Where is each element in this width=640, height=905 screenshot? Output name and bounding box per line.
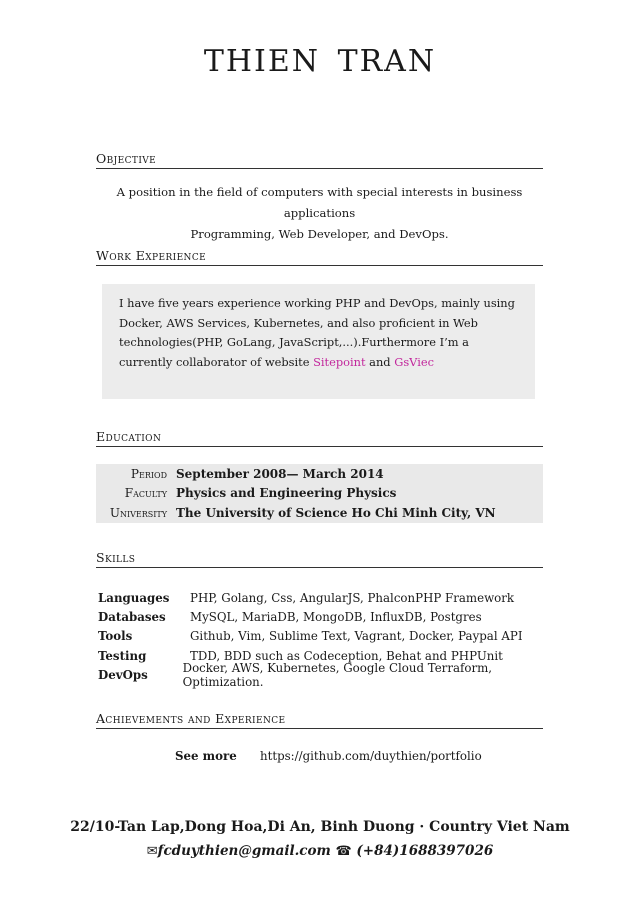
gsviec-link[interactable]: GsViec bbox=[394, 354, 434, 369]
education-label: Period bbox=[130, 466, 167, 481]
skill-category: DevOps bbox=[98, 667, 148, 682]
skill-items: PHP, Golang, Css, AngularJS, PhalconPHP Framework bbox=[190, 590, 515, 605]
skill-row-devops bbox=[98, 660, 545, 689]
education-row-university bbox=[96, 503, 543, 523]
education-value: The University of Science Ho Chi Minh City, VN bbox=[176, 505, 496, 520]
education-row-period bbox=[96, 464, 543, 484]
email-link[interactable]: fcduythien@gmail.com bbox=[157, 843, 331, 859]
see-more-label: See more bbox=[175, 749, 237, 763]
skill-category: Languages bbox=[98, 590, 170, 605]
see-more-row bbox=[175, 749, 482, 763]
footer-contact bbox=[0, 843, 640, 859]
skill-items: MySQL, MariaDB, MongoDB, InfluxDB, Postgres bbox=[190, 609, 482, 624]
skill-category: Databases bbox=[98, 609, 166, 624]
work-experience-box bbox=[102, 284, 535, 399]
skill-row-tools bbox=[98, 627, 545, 646]
resume-name: THIEN TRAN bbox=[203, 44, 437, 79]
skill-row-databases bbox=[98, 607, 545, 626]
skill-category: Testing bbox=[98, 648, 147, 663]
skill-items: TDD, BDD such as Codeception, Behat and PHPUnit bbox=[190, 648, 503, 663]
portfolio-link[interactable]: https://github.com/duythien/portfolio bbox=[260, 749, 482, 763]
skill-items: Github, Vim, Sublime Text, Vagrant, Docker, Paypal API bbox=[190, 629, 523, 644]
skill-items: Docker, AWS, Kubernetes, Google Cloud Terraform, Optimization. bbox=[182, 660, 493, 689]
work-and-text: and bbox=[365, 354, 395, 369]
objective-line-2: Programming, Web Developer, and DevOps. bbox=[190, 227, 449, 241]
education-value: Physics and Engineering Physics bbox=[176, 486, 397, 501]
achievements-section-title: Achievements and Experience bbox=[96, 711, 543, 729]
skill-row-languages bbox=[98, 588, 545, 607]
work-section-title: Work Experience bbox=[96, 248, 543, 266]
education-label: Faculty bbox=[124, 486, 167, 501]
skills-section-title: Skills bbox=[96, 550, 543, 568]
objective-text bbox=[96, 182, 543, 245]
work-experience-text: I have five years experience working PHP and DevOps, mainly using Docker, AWS Services, Kubernetes, and also proficient in Web technologies(PHP, GoLang, JavaScript,...).Furthermore I’m a currently collaborator of website bbox=[119, 296, 515, 369]
footer-address: 22/10-Tan Lap,Dong Hoa,Di An, Binh Duong · Country Viet Nam bbox=[70, 819, 570, 835]
skills-table bbox=[98, 588, 545, 689]
education-section-title: Education bbox=[96, 429, 543, 447]
phone-icon: ☎ bbox=[335, 844, 352, 859]
education-value: September 2008— March 2014 bbox=[176, 466, 384, 481]
sitepoint-link[interactable]: Sitepoint bbox=[313, 354, 366, 369]
education-row-faculty bbox=[96, 484, 543, 504]
education-table bbox=[96, 464, 543, 523]
skill-category: Tools bbox=[98, 629, 133, 644]
objective-section-title: Objective bbox=[96, 151, 543, 169]
envelope-icon: ✉ bbox=[146, 844, 158, 859]
phone-number: (+84)1688397026 bbox=[356, 843, 494, 859]
education-label: University bbox=[109, 505, 167, 520]
objective-line-1: A position in the field of computers with special interests in business applications bbox=[116, 185, 523, 220]
